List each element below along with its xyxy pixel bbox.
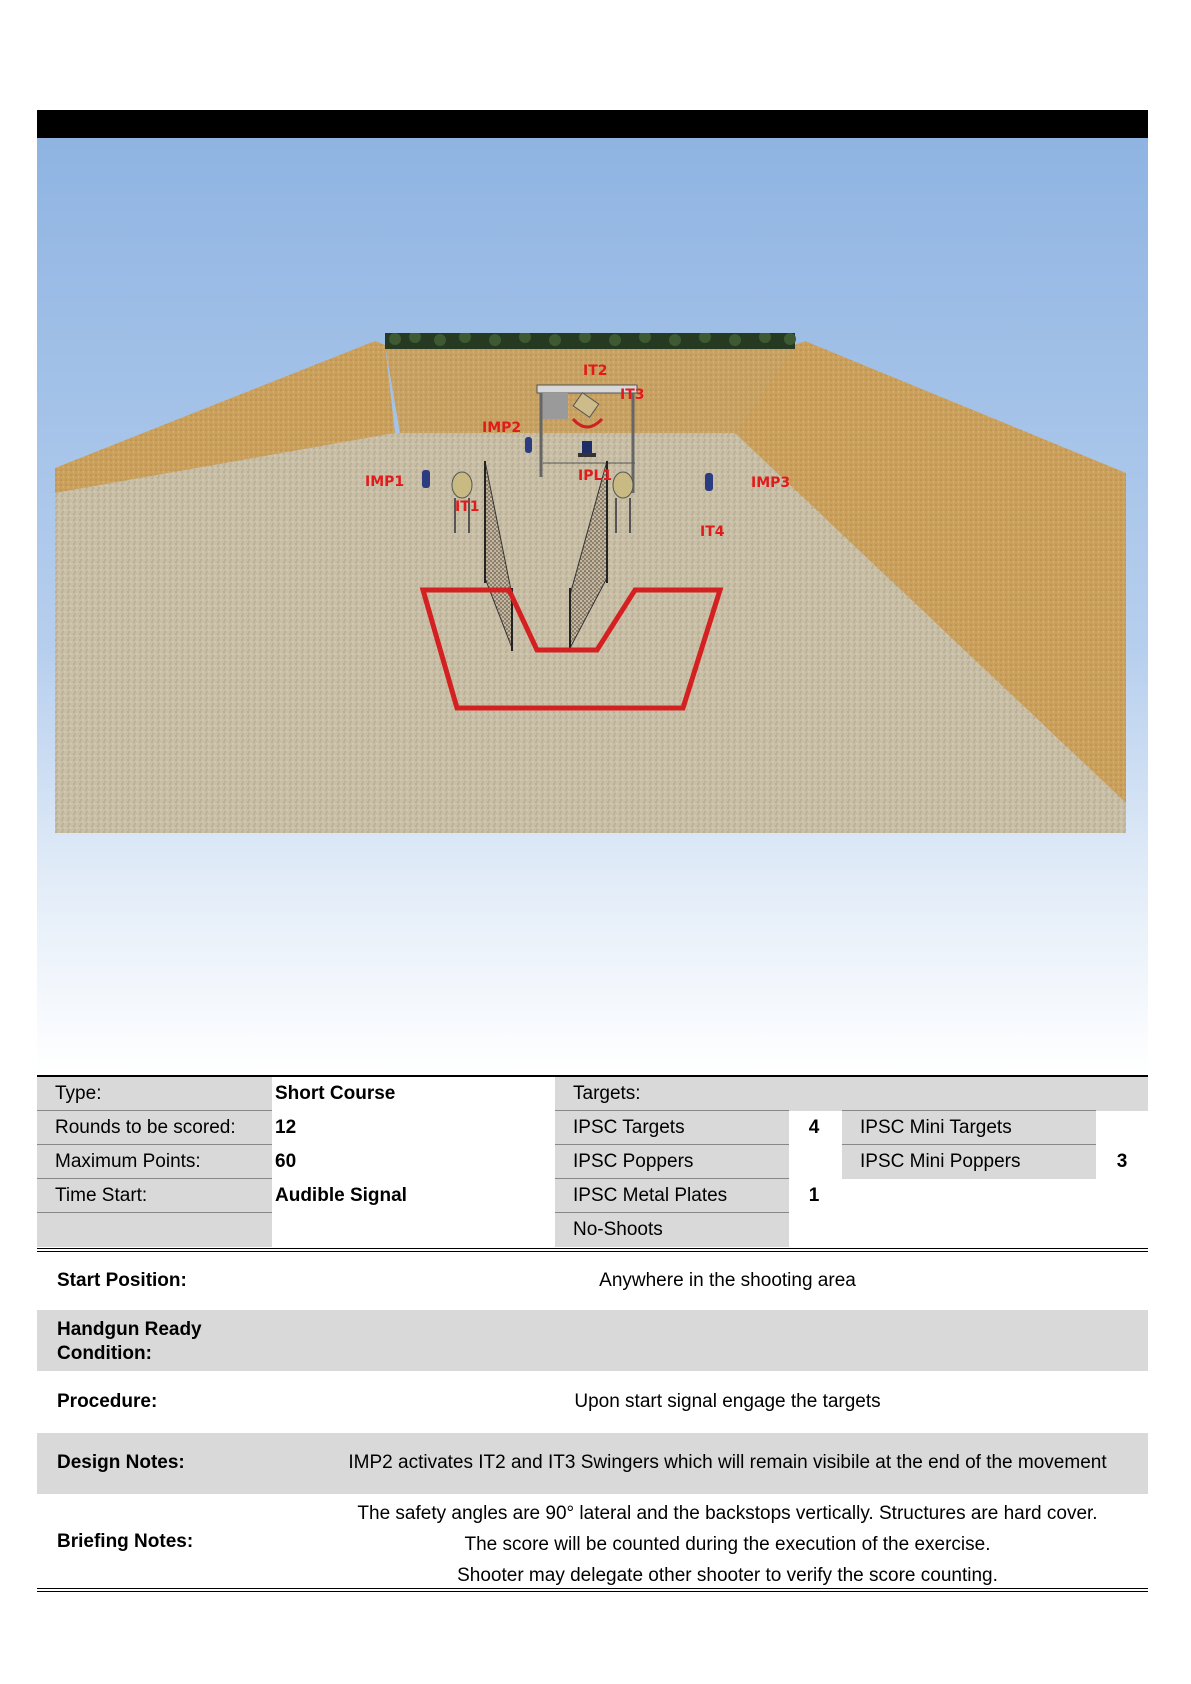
briefing-line-2: The score will be counted during the execution of the exercise. — [464, 1534, 991, 1555]
ipsc-poppers-label: IPSC Poppers — [555, 1145, 789, 1179]
design-notes-row — [37, 1433, 1148, 1494]
rounds-label: Rounds to be scored: — [37, 1111, 272, 1145]
label-it3: IT3 — [620, 387, 645, 403]
ready-condition-label: Handgun Ready Condition: — [57, 1319, 202, 1364]
time-label: Time Start: — [37, 1179, 272, 1213]
label-ipl1: IPL1 — [578, 468, 613, 484]
procedure-row — [37, 1372, 1148, 1432]
start-position-value: Anywhere in the shooting area — [599, 1270, 856, 1291]
briefing-line-1: The safety angles are 90° lateral and the backstops vertically. Structures are hard cover. — [357, 1503, 1098, 1524]
points-label: Maximum Points: — [37, 1145, 272, 1179]
popper-imp2 — [525, 437, 532, 453]
label-it1: IT1 — [455, 499, 480, 515]
label-it4: IT4 — [700, 524, 725, 540]
label-imp1: IMP1 — [365, 474, 405, 490]
rounds-value: 12 — [275, 1117, 297, 1138]
popper-imp1 — [422, 470, 430, 488]
ready-condition-row — [37, 1310, 1148, 1371]
noshoots-label: No-Shoots — [555, 1213, 789, 1247]
targets-label: Targets: — [555, 1077, 1148, 1111]
label-imp2: IMP2 — [482, 420, 522, 436]
briefing-notes-row — [37, 1495, 1148, 1585]
type-label: Type: — [37, 1077, 272, 1111]
ipsc-targets-label: IPSC Targets — [555, 1111, 789, 1145]
mini-poppers-label: IPSC Mini Poppers — [842, 1145, 1096, 1179]
design-notes-value: IMP2 activates IT2 and IT3 Swingers which will remain visibile at the end of the movement — [348, 1452, 1107, 1473]
ipsc-metal-label: IPSC Metal Plates — [555, 1179, 789, 1213]
empty-label-cell — [37, 1213, 272, 1247]
points-value: 60 — [275, 1151, 297, 1172]
procedure-value: Upon start signal engage the targets — [574, 1391, 881, 1412]
time-value: Audible Signal — [275, 1185, 407, 1206]
label-it2: IT2 — [583, 363, 608, 379]
ipsc-metal-value: 1 — [808, 1185, 820, 1206]
ipsc-targets-value: 4 — [808, 1117, 820, 1138]
start-position-label: Start Position: — [57, 1270, 187, 1291]
plate-ipl1 — [582, 441, 592, 453]
briefing-notes-value — [307, 1498, 1148, 1591]
stage-info-table — [37, 1077, 1148, 1247]
header-bar — [37, 110, 1148, 138]
stage-diagram — [55, 333, 1126, 833]
start-position-row — [37, 1253, 1148, 1309]
mini-poppers-value: 3 — [1116, 1151, 1128, 1172]
procedure-label: Procedure: — [57, 1391, 158, 1412]
briefing-notes-label: Briefing Notes: — [57, 1531, 194, 1552]
type-value: Short Course — [275, 1083, 396, 1104]
back-frame-panel — [540, 393, 568, 419]
design-notes-label: Design Notes: — [57, 1452, 185, 1473]
mini-targets-label: IPSC Mini Targets — [842, 1111, 1096, 1145]
popper-imp3 — [705, 473, 713, 491]
briefing-line-3: Shooter may delegate other shooter to verify the score counting. — [457, 1565, 998, 1586]
label-imp3: IMP3 — [751, 475, 791, 491]
